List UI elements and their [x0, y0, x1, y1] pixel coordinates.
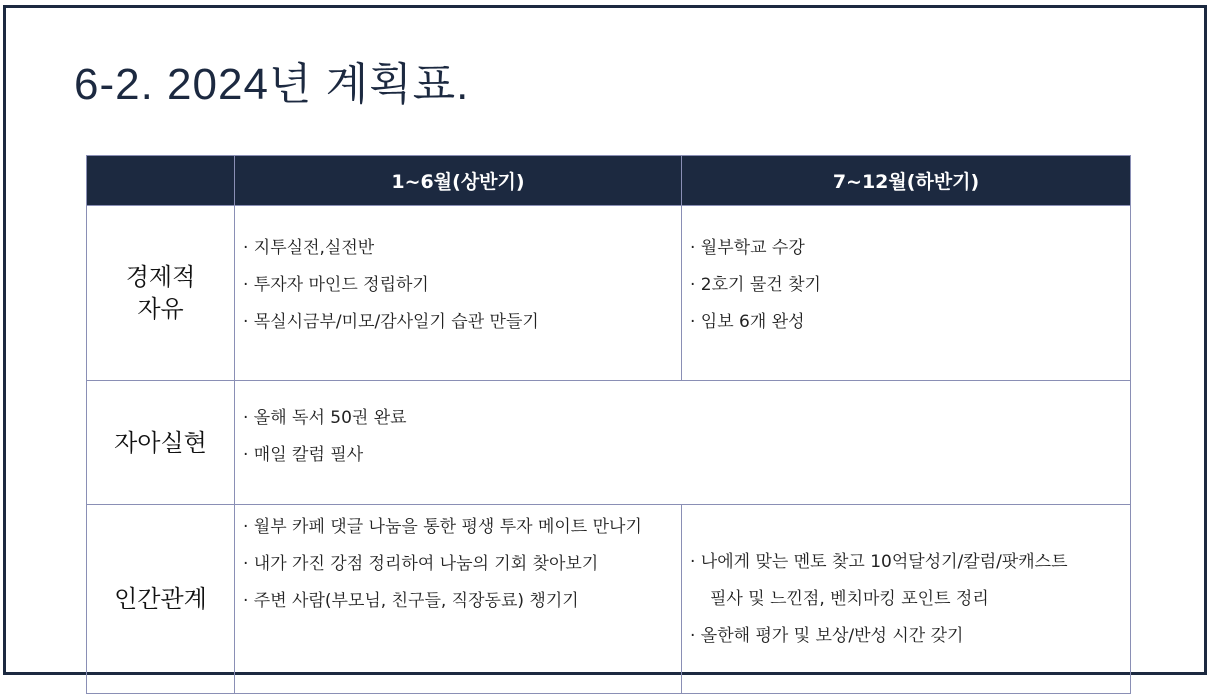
category-label: 자유: [137, 295, 184, 323]
list-item: · 주변 사람(부모님, 친구들, 직장동료) 챙기기: [243, 591, 579, 611]
full-year-cell: [235, 381, 1131, 505]
category-cell: [87, 505, 235, 694]
table-row: [87, 381, 1131, 505]
list-item: · 지투실전,실전반: [243, 238, 375, 258]
list-item: · 내가 가진 강점 정리하여 나눔의 기회 찾아보기: [243, 554, 599, 574]
header-first-half: 1~6월(상반기): [235, 156, 682, 206]
list-item: · 목실시금부/미모/감사일기 습관 만들기: [243, 312, 539, 332]
plan-table: [86, 155, 1131, 694]
list-item: · 올해 독서 50권 완료: [243, 408, 407, 428]
first-half-cell: [235, 206, 682, 381]
list-item: 필사 및 느낀점, 벤치마킹 포인트 정리: [710, 588, 989, 609]
list-item: · 매일 칼럼 필사: [243, 445, 364, 465]
first-half-cell: [235, 505, 682, 694]
category-cell: [87, 381, 235, 505]
list-item: · 임보 6개 완성: [690, 312, 805, 332]
list-item: · 투자자 마인드 정립하기: [243, 275, 429, 295]
list-item: · 나에게 맞는 멘토 찾고 10억달성기/칼럼/팟캐스트: [690, 551, 1068, 572]
category-label: 경제적: [125, 263, 196, 291]
category-cell: [87, 206, 235, 381]
list-item: · 올한해 평가 및 보상/반성 시간 갖기: [690, 625, 964, 646]
list-item: · 월부 카페 댓글 나눔을 통한 평생 투자 메이트 만나기: [243, 517, 642, 537]
category-label: 인간관계: [114, 585, 207, 613]
header-second-half: 7~12월(하반기): [682, 156, 1131, 206]
category-label: 자아실현: [114, 428, 207, 457]
list-item: · 2호기 물건 찾기: [690, 275, 821, 295]
second-half-cell: [682, 505, 1131, 694]
list-item: · 월부학교 수강: [690, 238, 805, 258]
second-half-cell: [682, 206, 1131, 381]
table-header-row: [87, 156, 1131, 206]
page-title: 6-2. 2024년 계획표.: [74, 60, 470, 109]
table-row: [87, 206, 1131, 381]
header-category: [87, 156, 235, 206]
table-row: [87, 505, 1131, 694]
